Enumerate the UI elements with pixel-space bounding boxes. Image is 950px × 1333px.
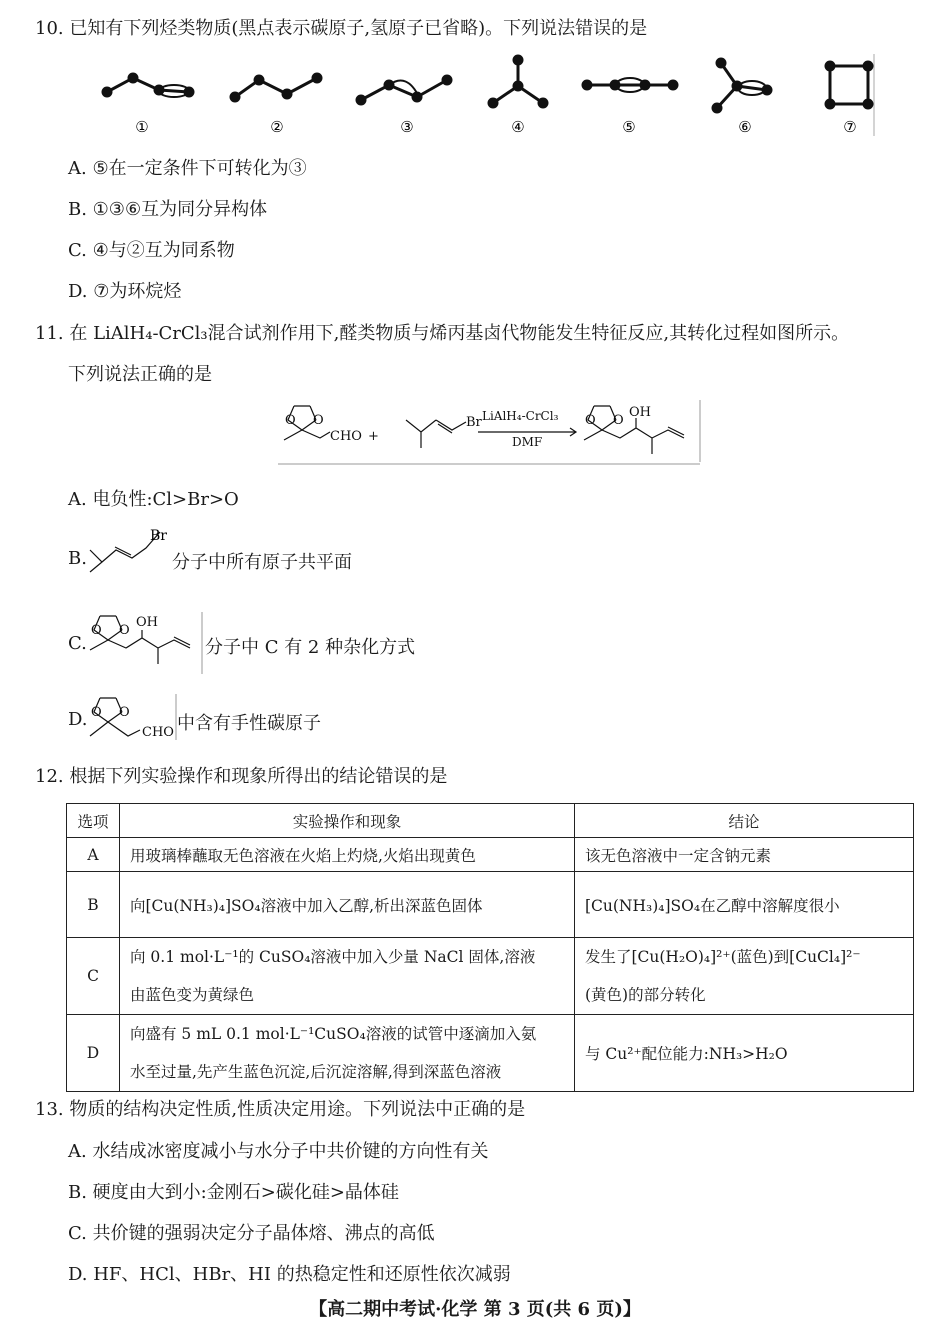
reagent-bottom: DMF [512, 435, 543, 449]
q13-option-a: A. 水结成冰密度减小与水分子中共价键的方向性有关 [68, 1141, 489, 1162]
svg-text:O: O [119, 623, 130, 638]
q11-option-b-text: 分子中所有原子共平面 [172, 552, 352, 573]
label-4: ④ [511, 118, 525, 136]
svg-text:CHO: CHO [142, 725, 174, 740]
q13-option-b: B. 硬度由大到小:金刚石>碳化硅>晶体硅 [68, 1182, 399, 1203]
svg-text:Br: Br [150, 528, 167, 544]
svg-text:O: O [285, 413, 296, 428]
structure-1 [103, 74, 193, 97]
table-row: A 用玻璃棒蘸取无色溶液在火焰上灼烧,火焰出现黄色 该无色溶液中一定含钠元素 [67, 838, 914, 872]
structure-5 [583, 78, 677, 92]
svg-text:OH: OH [136, 615, 158, 630]
q13-option-d: D. HF、HCl、HBr、HI 的热稳定性和还原性依次减弱 [68, 1264, 511, 1285]
structure-3 [357, 76, 451, 104]
label-5: ⑤ [622, 118, 636, 136]
structure-4 [489, 56, 547, 107]
header-option: 选项 [67, 804, 120, 838]
q11-option-b-structure [88, 526, 170, 576]
label-6: ⑥ [738, 118, 752, 136]
q11-option-c-text: 分子中 C 有 2 种杂化方式 [205, 637, 416, 658]
q10-structures-figure [95, 48, 885, 140]
label-2: ② [270, 118, 284, 136]
q13-option-c: C. 共价键的强弱决定分子晶体熔、沸点的高低 [68, 1223, 435, 1244]
q11-option-b-label: B. [68, 548, 87, 569]
q10-option-d: D. ⑦为环烷烃 [68, 281, 182, 302]
cho-label: CHO [330, 429, 362, 444]
structure-2 [231, 74, 321, 101]
oh-label: OH [629, 405, 651, 420]
svg-text:O: O [119, 705, 130, 720]
structure-6 [713, 59, 771, 112]
q11-option-c-structure [86, 610, 204, 676]
page-footer: 【高二期中考试·化学 第 3 页(共 6 页)】 [309, 1299, 641, 1320]
q10-stem: 10. 已知有下列烃类物质(黑点表示碳原子,氢原子已省略)。下列说法错误的是 [35, 18, 648, 39]
svg-text:O: O [91, 623, 102, 638]
plus-sign: + [368, 429, 379, 444]
reagent-top: LiAlH₄-CrCl₃ [482, 409, 559, 423]
label-3: ③ [400, 118, 414, 136]
q11-stem-line2: 下列说法正确的是 [68, 364, 212, 385]
br-label: Br [466, 415, 482, 430]
label-7: ⑦ [843, 118, 857, 136]
header-conclusion: 结论 [575, 804, 914, 838]
label-1: ① [135, 118, 149, 136]
q11-option-c-label: C. [68, 633, 87, 654]
q11-option-a: A. 电负性:Cl>Br>O [68, 489, 239, 510]
table-header-row [67, 804, 914, 838]
q10-option-b: B. ①③⑥互为同分异构体 [68, 199, 268, 220]
q13-stem: 13. 物质的结构决定性质,性质决定用途。下列说法中正确的是 [35, 1099, 526, 1120]
svg-text:O: O [91, 705, 102, 720]
q10-option-a: A. ⑤在一定条件下可转化为③ [68, 158, 307, 179]
svg-text:O: O [585, 413, 596, 428]
svg-text:O: O [613, 413, 624, 428]
header-operation: 实验操作和现象 [120, 804, 575, 838]
q12-stem: 12. 根据下列实验操作和现象所得出的结论错误的是 [35, 766, 448, 787]
q11-option-d-text: 中含有手性碳原子 [177, 713, 321, 734]
q10-option-c: C. ④与②互为同系物 [68, 240, 235, 261]
q11-stem-line1: 11. 在 LiAlH₄-CrCl₃混合试剂作用下,醛类物质与烯丙基卤代物能发生特征反应,其转化过程如图所示。 [35, 323, 850, 344]
structure-7 [826, 62, 872, 108]
q11-option-d-structure [86, 692, 178, 742]
table-row: B 向[Cu(NH₃)₄]SO₄溶液中加入乙醇,析出深蓝色固体 [Cu(NH₃)₄]SO₄在乙醇中溶解度很小 [67, 872, 914, 938]
q11-reaction-scheme [276, 398, 702, 466]
table-row: D 向盛有 5 mL 0.1 mol·L⁻¹CuSO₄溶液的试管中逐滴加入氨 水至过量,先产生蓝色沉淀,后沉淀溶解,得到深蓝色溶液 与 Cu²⁺配位能力:NH₃>H₂O [67, 1015, 914, 1092]
q12-table [66, 803, 914, 1092]
table-row: C 向 0.1 mol·L⁻¹的 CuSO₄溶液中加入少量 NaCl 固体,溶液 由蓝色变为黄绿色 发生了[Cu(H₂O)₄]²⁺(蓝色)到[CuCl₄]²⁻ (黄色)的部分转化 [67, 938, 914, 1015]
q11-option-d-label: D. [68, 709, 88, 730]
svg-text:O: O [313, 413, 324, 428]
